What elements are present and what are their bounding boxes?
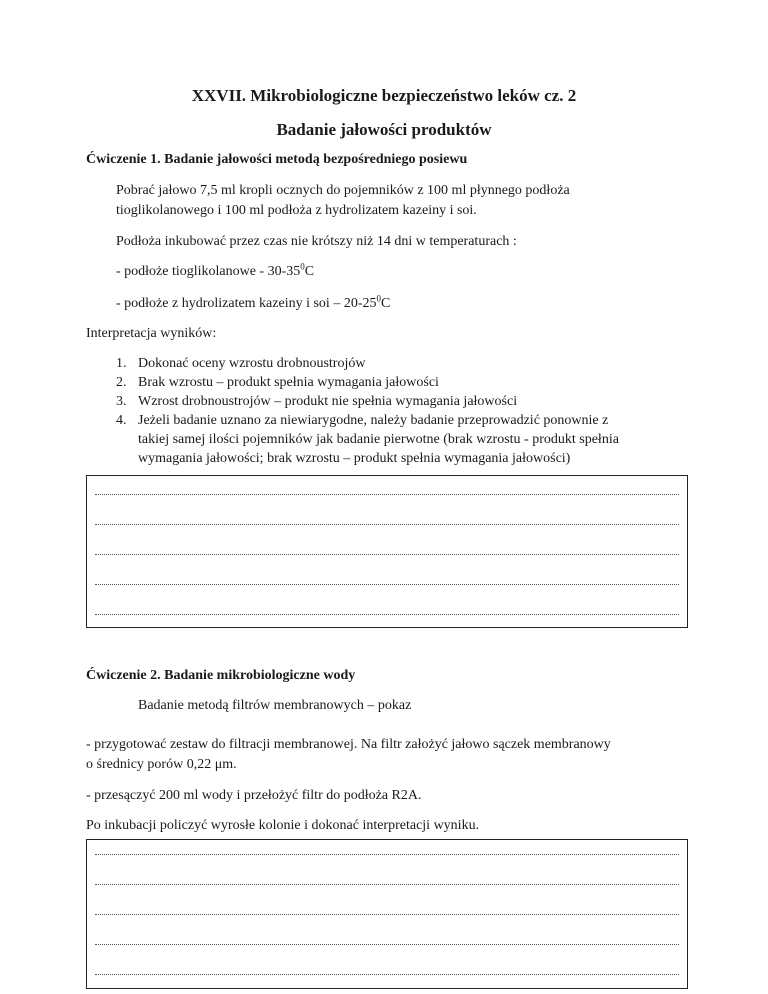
list-item-number: 4.	[116, 413, 127, 428]
document-title: XXVII. Mikrobiologiczne bezpieczeństwo leków cz. 2	[191, 86, 577, 105]
temperature-unit: C	[380, 296, 391, 311]
list-item: Wzrost drobnoustrojów – produkt nie spełnia wymagania jałowości	[138, 394, 518, 409]
list-item-number: 2.	[116, 375, 127, 390]
temperature-unit: C	[304, 264, 315, 279]
exercise-1-paragraph-line-1: Pobrać jałowo 7,5 ml kropli ocznych do pojemników z 100 ml płynnego podłoża	[116, 183, 570, 198]
list-item-continuation: takiej samej ilości pojemników jak badanie pierwotne (brak wzrostu - produkt spełnia	[138, 432, 619, 447]
exercise-1-heading: Ćwiczenie 1. Badanie jałowości metodą bezpośredniego posiewu	[86, 152, 468, 167]
list-item-continuation: wymagania jałowości; brak wzrostu – produkt spełnia wymagania jałowości)	[138, 451, 571, 466]
answer-line[interactable]	[95, 854, 679, 855]
answer-line[interactable]	[95, 554, 679, 555]
answer-line[interactable]	[95, 494, 679, 495]
answer-line[interactable]	[95, 584, 679, 585]
list-item: Dokonać oceny wzrostu drobnoustrojów	[138, 356, 366, 371]
list-item-number: 1.	[116, 356, 127, 371]
answer-box-exercise-2[interactable]	[86, 839, 688, 989]
answer-line[interactable]	[95, 614, 679, 615]
exercise-2-step-1-line-2: o średnicy porów 0,22 μm.	[86, 757, 237, 772]
exercise-1-incubation-text: Podłoża inkubować przez czas nie krótszy niż 14 dni w temperaturach :	[116, 234, 517, 249]
degree-superscript: 0	[300, 261, 305, 272]
exercise-2-step-3: Po inkubacji policzyć wyrosłe kolonie i dokonać interpretacji wyniku.	[86, 818, 480, 833]
answer-line[interactable]	[95, 974, 679, 975]
exercise-2-heading: Ćwiczenie 2. Badanie mikrobiologiczne wody	[86, 668, 356, 683]
document-subtitle: Badanie jałowości produktów	[276, 120, 492, 139]
temperature-line-casein	[116, 293, 391, 312]
exercise-1-paragraph-line-2: tioglikolanowego i 100 ml podłoża z hydrolizatem kazeiny i soi.	[116, 203, 477, 218]
answer-line[interactable]	[95, 944, 679, 945]
list-item: Jeżeli badanie uznano za niewiarygodne, należy badanie przeprowadzić ponownie z	[138, 413, 609, 428]
list-item-number: 3.	[116, 394, 127, 409]
temperature-text: - podłoże tioglikolanowe - 30-35	[116, 264, 301, 279]
degree-superscript: 0	[376, 293, 381, 304]
list-item: Brak wzrostu – produkt spełnia wymagania jałowości	[138, 375, 439, 390]
temperature-line-thioglycolate	[116, 261, 315, 280]
temperature-text: - podłoże z hydrolizatem kazeiny i soi – 20-25	[116, 296, 377, 311]
answer-line[interactable]	[95, 524, 679, 525]
answer-line[interactable]	[95, 884, 679, 885]
exercise-2-step-1-line-1: - przygotować zestaw do filtracji membranowej. Na filtr założyć jałowo sączek membranowy	[86, 737, 611, 752]
exercise-2-method: Badanie metodą filtrów membranowych – pokaz	[138, 698, 412, 713]
answer-box-exercise-1[interactable]	[86, 475, 688, 628]
interpretation-label: Interpretacja wyników:	[86, 326, 217, 341]
exercise-2-step-2: - przesączyć 200 ml wody i przełożyć filtr do podłoża R2A.	[86, 788, 422, 803]
answer-line[interactable]	[95, 914, 679, 915]
